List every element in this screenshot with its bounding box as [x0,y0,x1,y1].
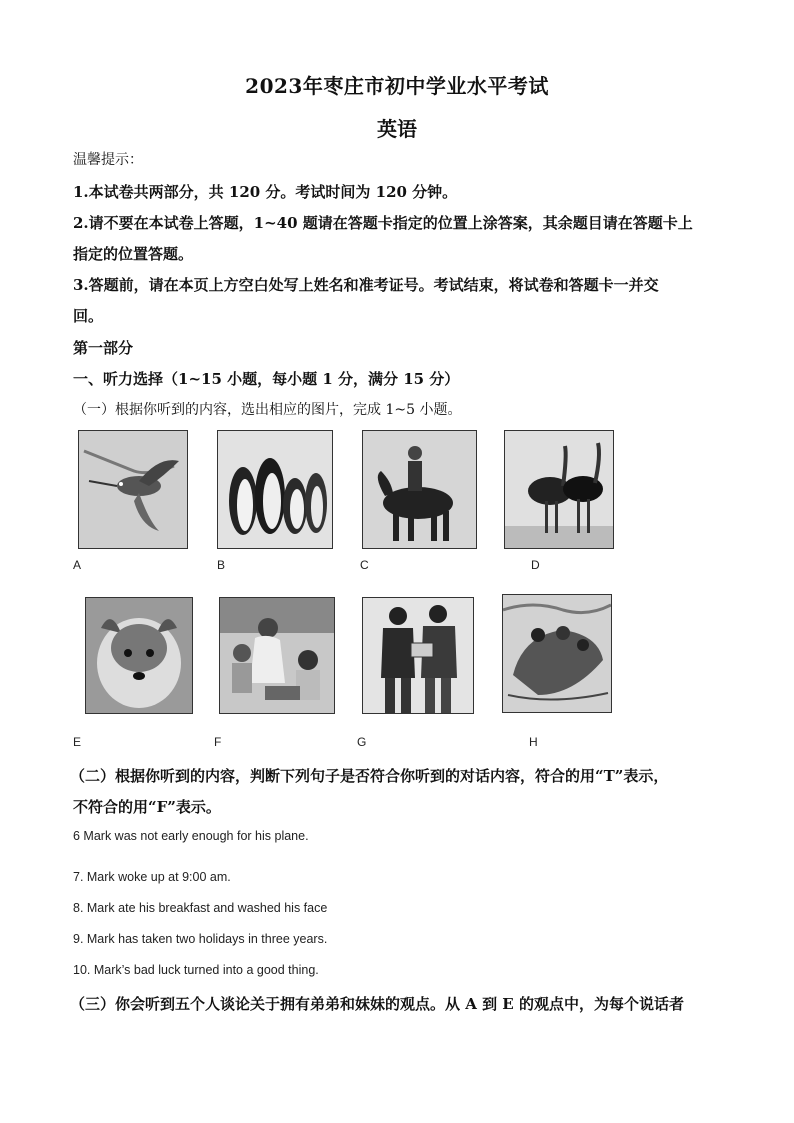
dog-picture [85,597,193,714]
ostriches-picture [504,430,614,549]
picture-label: B [217,558,226,572]
statement-6: 6 Mark was not early enough for his plane. [73,829,309,843]
page-title: 2023年枣庄市初中学业水平考试 [245,74,549,98]
boat-picture [502,594,612,713]
men-reading-picture [362,597,474,714]
notice-heading: 温馨提示： [73,152,143,168]
sub-section-2-instruction-line-1: （二）根据你听到的内容，判断下列句子是否符合你听到的对话内容，符合的用“T”表示， [70,767,669,785]
picture-label: G [357,735,367,749]
sub-section-3-instruction-line-1: （三）你会听到五个人谈论关于拥有弟弟和妹妹的观点。从 A 到 E 的观点中，为每个说话者 [70,995,684,1013]
statement-9: 9. Mark has taken two holidays in three years. [73,932,328,946]
picture-label: A [73,558,82,572]
statement-7: 7. Mark woke up at 9:00 am. [73,870,231,884]
picture-label: C [360,558,369,572]
picture-label: D [531,558,540,572]
subject-title: 英语 [377,117,417,141]
picture-label: E [73,735,82,749]
picture-label: H [529,735,538,749]
notice-item-1: 1.本试卷共两部分，共 120 分。考试时间为 120 分钟。 [73,183,458,201]
hummingbird-picture [78,430,188,549]
penguins-picture [217,430,333,549]
picture-label: F [214,735,222,749]
mother-children-picture [219,597,335,714]
section-heading: 一、听力选择（1~15 小题，每小题 1 分，满分 15 分） [73,370,460,388]
horse-rider-picture [362,430,477,549]
statement-10: 10. Mark’s bad luck turned into a good thing. [73,963,319,977]
notice-item-3-line-1: 3.答题前，请在本页上方空白处写上姓名和准考证号。考试结束，将试卷和答题卡一并交 [73,276,659,294]
notice-item-2-line-1: 2.请不要在本试卷上答题，1~40 题请在答题卡指定的位置上涂答案，其余题目请在答题卡上 [73,214,693,232]
notice-item-2-line-2: 指定的位置答题。 [73,245,194,263]
statement-8: 8. Mark ate his breakfast and washed his face [73,901,328,915]
sub-section-2-instruction-line-2: 不符合的用“F”表示。 [73,798,221,816]
part-heading: 第一部分 [73,339,134,357]
notice-item-3-line-2: 回。 [73,307,104,325]
sub-section-1-instruction: （一）根据你听到的内容，选出相应的图片，完成 1~5 小题。 [73,402,462,418]
